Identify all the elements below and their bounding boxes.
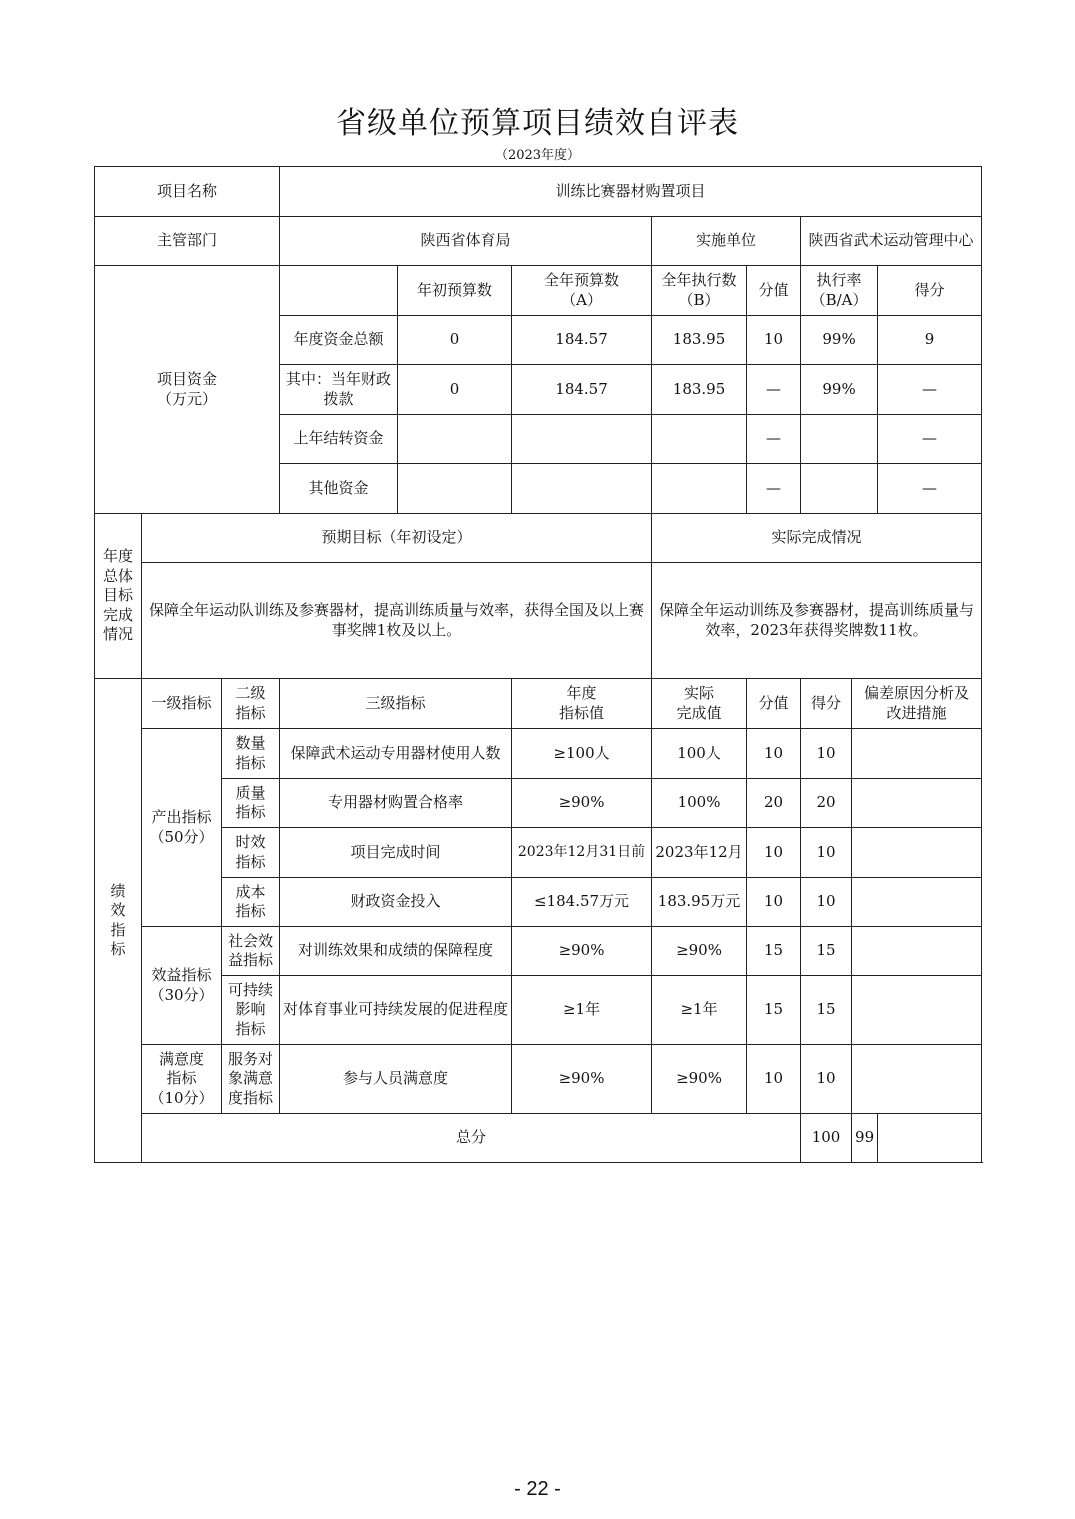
department-label: 主管部门 [95,217,280,266]
funds-row-score-value: 10 [747,316,801,365]
indicator-row [95,828,982,878]
indicator-row [95,976,982,1045]
indicator-score: 20 [801,779,852,828]
indicator-actual: 183.95万元 [652,878,747,927]
funds-header-row [95,266,982,316]
funds-row-rate: 99% [801,365,878,415]
indicator-score-value: 15 [747,927,801,976]
indicator-row [95,779,982,828]
indicator-actual: ≥1年 [652,976,747,1045]
indicator-row [95,729,982,779]
indicator-row [95,1045,982,1114]
implementer-label: 实施单位 [652,217,801,266]
goals-content-row [95,563,982,679]
indicator-deviation [852,976,982,1045]
indicator-target: ≤184.57万元 [512,878,652,927]
indicator-score: 15 [801,976,852,1045]
funds-row-label: 其中：当年财政拨款 [280,365,398,415]
indicator-actual: 100人 [652,729,747,779]
indicator-group-label: 效益指标 （30分） [142,927,222,1045]
funds-row-executed [652,415,747,464]
funds-row-executed: 183.95 [652,365,747,415]
header-initial-budget: 年初预算数 [398,266,512,316]
page-number: - 22 - [514,1478,561,1500]
header-score: 得分 [878,266,982,316]
funds-row-label: 上年结转资金 [280,415,398,464]
indicator-actual: 2023年12月 [652,828,747,878]
indicators-section-label: 绩 效 指 标 [95,679,142,1163]
indicator-actual: 100% [652,779,747,828]
funds-row-score-value: — [747,464,801,514]
total-score: 99 [852,1114,878,1163]
indicator-group-label: 满意度 指标 （10分） [142,1045,222,1114]
total-score-value: 100 [801,1114,852,1163]
header-annual-budget: 全年预算数 （A） [512,266,652,316]
indicator-target: ≥90% [512,927,652,976]
header-target: 年度 指标值 [512,679,652,729]
indicator-target: 2023年12月31日前 [512,828,652,878]
funds-row-score-value: — [747,365,801,415]
header-execution-rate: 执行率 （B/A） [801,266,878,316]
indicator-level2: 可持续 影响 指标 [222,976,280,1045]
funds-row-score: 9 [878,316,982,365]
indicator-level2: 成本 指标 [222,878,280,927]
indicator-score: 10 [801,878,852,927]
page-subtitle: （2023年度） [494,148,581,163]
indicator-level3: 对体育事业可持续发展的促进程度 [280,976,512,1045]
funds-row-label: 其他资金 [280,464,398,514]
indicator-score-value: 10 [747,1045,801,1114]
funds-header-blank [280,266,398,316]
indicator-target: ≥100人 [512,729,652,779]
indicator-level2: 数量 指标 [222,729,280,779]
funds-row-rate: 99% [801,316,878,365]
total-row [95,1114,982,1163]
indicator-score-value: 15 [747,976,801,1045]
goals-header-row [95,514,982,563]
header-level2: 二级 指标 [222,679,280,729]
indicator-level3: 项目完成时间 [280,828,512,878]
funds-row-executed [652,464,747,514]
header-indicator-score-value: 分值 [747,679,801,729]
indicator-row [95,927,982,976]
actual-completion-text: 保障全年运动训练及参赛器材，提高训练质量与效率，2023年获得奖牌数11枚。 [652,563,982,679]
indicator-deviation [852,828,982,878]
funds-row-label: 年度资金总额 [280,316,398,365]
indicator-level2: 社会效 益指标 [222,927,280,976]
indicator-score-value: 10 [747,729,801,779]
project-name-value: 训练比赛器材购置项目 [280,167,982,217]
funds-row-initial [398,415,512,464]
header-indicator-score: 得分 [801,679,852,729]
funds-row-rate [801,464,878,514]
indicator-target: ≥90% [512,1045,652,1114]
indicator-level3: 对训练效果和成绩的保障程度 [280,927,512,976]
indicator-level2: 质量 指标 [222,779,280,828]
implementer-value: 陕西省武术运动管理中心 [801,217,982,266]
funds-row-score: — [878,365,982,415]
funds-row-score: — [878,464,982,514]
indicator-score-value: 20 [747,779,801,828]
indicator-score: 10 [801,729,852,779]
expected-goal-text: 保障全年运动队训练及参赛器材，提高训练质量与效率，获得全国及以上赛事奖牌1枚及以上。 [142,563,652,679]
indicator-level3: 财政资金投入 [280,878,512,927]
funds-row-annual [512,464,652,514]
goals-section-label: 年度 总体 目标 完成 情况 [95,514,142,679]
funds-row-rate [801,415,878,464]
header-score-value: 分值 [747,266,801,316]
header-level1: 一级指标 [142,679,222,729]
indicator-score-value: 10 [747,828,801,878]
indicator-deviation [852,878,982,927]
funds-row-annual [512,415,652,464]
evaluation-table [94,166,982,1163]
header-level3: 三级指标 [280,679,512,729]
header-actual: 实际 完成值 [652,679,747,729]
indicator-score: 10 [801,1045,852,1114]
indicator-target: ≥90% [512,779,652,828]
actual-completion-header: 实际完成情况 [652,514,982,563]
indicator-score: 10 [801,828,852,878]
indicator-group-label: 产出指标 （50分） [142,729,222,927]
funds-row-initial: 0 [398,316,512,365]
indicator-score: 15 [801,927,852,976]
indicators-header-row [95,679,982,729]
funds-row-annual: 184.57 [512,365,652,415]
indicator-target: ≥1年 [512,976,652,1045]
total-label: 总分 [142,1114,801,1163]
indicator-deviation [852,1045,982,1114]
department-row [95,217,982,266]
department-value: 陕西省体育局 [280,217,652,266]
page-title: 省级单位预算项目绩效自评表 [336,106,739,141]
project-name-row [95,167,982,217]
indicator-score-value: 10 [747,878,801,927]
indicator-deviation [852,729,982,779]
funds-row-initial [398,464,512,514]
indicator-actual: ≥90% [652,1045,747,1114]
total-deviation [878,1114,982,1163]
header-deviation: 偏差原因分析及 改进措施 [852,679,982,729]
indicator-level3: 参与人员满意度 [280,1045,512,1114]
header-executed: 全年执行数 （B） [652,266,747,316]
funds-row-score: — [878,415,982,464]
funds-row-initial: 0 [398,365,512,415]
indicator-level3: 专用器材购置合格率 [280,779,512,828]
funds-row-annual: 184.57 [512,316,652,365]
indicator-level2: 时效 指标 [222,828,280,878]
funds-section-label: 项目资金 （万元） [95,266,280,514]
indicator-level3: 保障武术运动专用器材使用人数 [280,729,512,779]
indicator-level2: 服务对 象满意 度指标 [222,1045,280,1114]
project-name-label: 项目名称 [95,167,280,217]
indicator-deviation [852,927,982,976]
expected-goal-header: 预期目标（年初设定） [142,514,652,563]
indicator-deviation [852,779,982,828]
indicator-actual: ≥90% [652,927,747,976]
funds-row-score-value: — [747,415,801,464]
indicator-row [95,878,982,927]
funds-row-executed: 183.95 [652,316,747,365]
